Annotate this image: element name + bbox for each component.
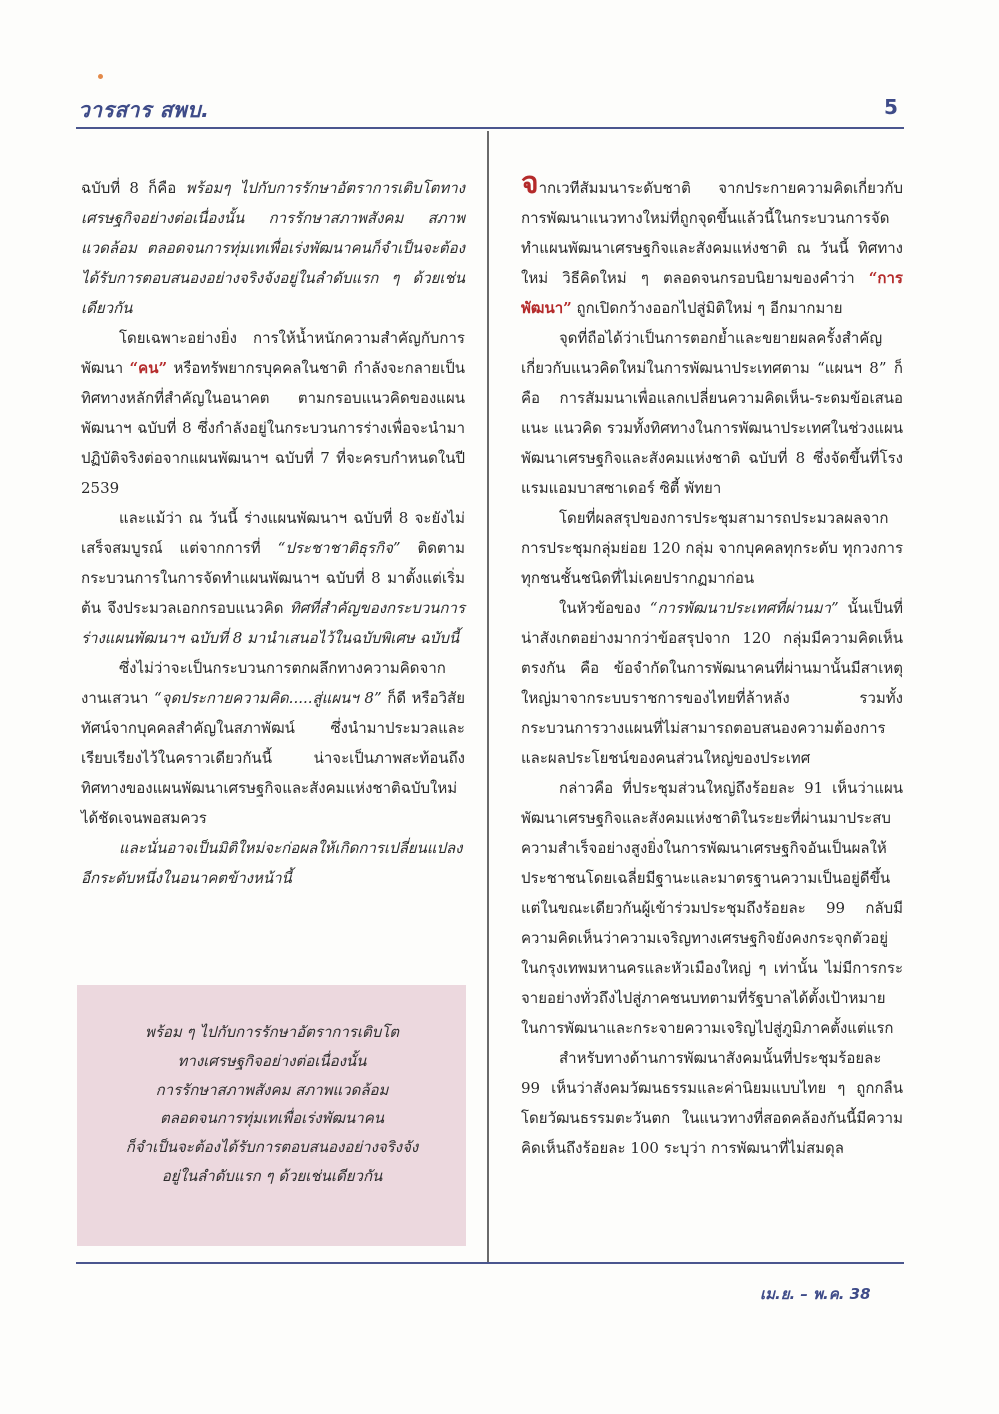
pull-quote-line: ตลอดจนการทุ่มเทเพื่อเร่งพัฒนาคน xyxy=(159,1109,384,1128)
pull-quote xyxy=(92,1018,452,1191)
right-paragraph-6: สำหรับทางด้านการพัฒนาสังคมนั้นที่ประชุมร้อยละ 99 เห็นว่าสังคมวัฒนธรรมและค่านิยมแบบไทย ๆ ถูกกลืนโดยวัฒนธรรมตะวันตก ในแนวทางที่สอดคล้องกันนี้มีความคิดเห็นถึงร้อยละ 100 ระบุว่า การพัฒนาที่ไม่สมดุล xyxy=(521,1049,903,1157)
issue-date: เม.ย. – พ.ค. 38 xyxy=(760,1285,871,1303)
drop-cap: จ xyxy=(521,166,539,201)
decorative-dot xyxy=(98,74,103,79)
pull-quote-line: พร้อม ๆ ไปกับการรักษาอัตราการเติบโต xyxy=(144,1023,400,1041)
right-paragraph-5: กล่าวคือ ที่ประชุมส่วนใหญ่ถึงร้อยละ 91 เห็นว่าแผนพัฒนาเศรษฐกิจและสังคมแห่งชาติในระยะที่ผ่านมาประสบความสำเร็จอย่างสูงยิ่งในการพัฒนาเศรษฐกิจอันเป็นผลให้ประชาชนโดยเฉลี่ยมีฐานะและมาตรฐานความเป็นอยู่ดีขึ้น แต่ในขณะเดียวกันผู้เข้าร่วมประชุมถึงร้อยละ 99 กลับมีความคิดเห็นว่าความเจริญทางเศรษฐกิจยังคงกระจุกตัวอยู่ในกรุงเทพมหานครและหัวเมืองใหญ่ ๆ เท่านั้น ไม่มีการกระจายอย่างทั่วถึงไปสู่ภาคชนบทตามที่รัฐบาลได้ตั้งเป้าหมายในการพัฒนาและกระจายความเจริญไปสู่ภูมิภาคตั้งแต่แรก xyxy=(521,779,903,1037)
pull-quote-line: ทางเศรษฐกิจอย่างต่อเนื่องนั้น xyxy=(177,1051,367,1070)
page-number: 5 xyxy=(884,95,898,119)
header-rule xyxy=(76,127,904,129)
pull-quote-line: ก็จำเป็นจะต้องได้รับการตอบสนองอย่างจริงจัง xyxy=(125,1138,419,1157)
footer-rule xyxy=(76,1262,904,1264)
journal-title: วารสาร สพบ. xyxy=(78,98,210,122)
right-paragraph-1: จากเวทีสัมมนาระดับชาติ จากประกายความคิดเกี่ยวกับการพัฒนาแนวทางใหม่ที่ถูกจุดขึ้นแล้วนี้ในกระบวนการจัดทำแผนพัฒนาเศรษฐกิจและสังคมแห่งชาติ ณ วันนี้ ทิศทางใหม่ วิธีคิดใหม่ ๆ ตลอดจนกรอบนิยามของคำว่า “การพัฒนา” ถูกเปิดกว้างออกไปสู่มิติใหม่ ๆ อีกมากมาย xyxy=(521,166,903,317)
right-column xyxy=(521,166,903,1163)
pull-quote-line: อยู่ในลำดับแรก ๆ ด้วยเช่นเดียวกัน xyxy=(161,1166,383,1185)
left-paragraph-5: และนั่นอาจเป็นมิติใหม่จะก่อผลให้เกิดการเปลี่ยนแปลงอีกระดับหนึ่งในอนาคตข้างหน้านี้ xyxy=(81,839,463,887)
right-paragraph-3: โดยที่ผลสรุปของการประชุมสามารถประมวลผลจากการประชุมกลุ่มย่อย 120 กลุ่ม จากบุคคลทุกระดับ ทุกวงการ ทุกชนชั้นชนิดที่ไม่เคยปรากฏมาก่อน xyxy=(521,509,903,587)
pull-quote-line: การรักษาสภาพสังคม สภาพแวดล้อม xyxy=(155,1080,389,1099)
left-paragraph-1: ฉบับที่ 8 ก็คือ พร้อมๆ ไปกับการรักษาอัตราการเติบโตทางเศรษฐกิจอย่างต่อเนื่องนั้น การรักษาสภาพสังคม สภาพแวดล้อม ตลอดจนการทุ่มเทเพื่อเร่งพัฒนาคนก็จำเป็นจะต้องได้รับการตอบสนองอย่างจริงจังอยู่ในลำดับแรก ๆ ด้วยเช่นเดียวกัน xyxy=(81,179,465,317)
left-paragraph-4: ซึ่งไม่ว่าจะเป็นกระบวนการตกผลึกทางความคิดจากงานเสวนา “จุดประกายความคิด.....สู่แผนฯ 8” ก็ดี หรือวิสัยทัศน์จากบุคคลสำคัญในสภาพัฒน์ ซึ่งนำมาประมวลและเรียบเรียงไว้ในคราวเดียวกันนี้ น่าจะเป็นภาพสะท้อนถึงทิศทางของแผนพัฒนาเศรษฐกิจและสังคมแห่งชาติฉบับใหม่ได้ชัดเจนพอสมควร xyxy=(81,659,465,827)
left-paragraph-2: โดยเฉพาะอย่างยิ่ง การให้น้ำหนักความสำคัญกับการพัฒนา “คน” หรือทรัพยากรบุคคลในชาติ กำลังจะกลายเป็นทิศทางหลักที่สำคัญในอนาคต ตามกรอบแนวคิดของแผนพัฒนาฯ ฉบับที่ 8 ซึ่งกำลังอยู่ในกระบวนการร่างเพื่อจะนำมาปฏิบัติจริงต่อจากแผนพัฒนาฯ ฉบับที่ 7 ที่จะครบกำหนดในปี 2539 xyxy=(81,329,465,497)
column-divider xyxy=(487,131,489,1262)
left-column xyxy=(81,173,465,893)
right-paragraph-4: ในหัวข้อของ “การพัฒนาประเทศที่ผ่านมา” นั้นเป็นที่น่าสังเกตอย่างมากว่าข้อสรุปจาก 120 กลุ่มมีความคิดเห็นตรงกัน คือ ข้อจำกัดในการพัฒนาคนที่ผ่านมานั้นมีสาเหตุใหญ่มาจากระบบราชการของไทยที่ล้าหลัง รวมทั้งกระบวนการวางแผนที่ไม่สามารถตอบสนองความต้องการและผลประโยชน์ของคนส่วนใหญ่ของประเทศ xyxy=(521,599,903,767)
left-paragraph-3: และแม้ว่า ณ วันนี้ ร่างแผนพัฒนาฯ ฉบับที่ 8 จะยังไม่เสร็จสมบูรณ์ แต่จากการที่ “ประชาชาติธุรกิจ” ติดตามกระบวนการในการจัดทำแผนพัฒนาฯ ฉบับที่ 8 มาตั้งแต่เริ่มต้น จึงประมวลเอกกรอบแนวคิด ทิศที่สำคัญของกระบวนการร่างแผนพัฒนาฯ ฉบับที่ 8 มานำเสนอไว้ในฉบับพิเศษ ฉบับนี้ xyxy=(81,509,465,647)
right-paragraph-2: จุดที่ถือได้ว่าเป็นการตอกย้ำและขยายผลครั้งสำคัญเกี่ยวกับแนวคิดใหม่ในการพัฒนาประเทศตาม “แผนฯ 8” ก็คือ การสัมมนาเพื่อแลกเปลี่ยนความคิดเห็น-ระดมข้อเสนอแนะ แนวคิด รวมทั้งทิศทางในการพัฒนาประเทศในช่วงแผนพัฒนาเศรษฐกิจและสังคมแห่งชาติ ฉบับที่ 8 ซึ่งจัดขึ้นที่โรงแรมแอมบาสซาเดอร์ ซิตี้ พัทยา xyxy=(521,329,903,497)
